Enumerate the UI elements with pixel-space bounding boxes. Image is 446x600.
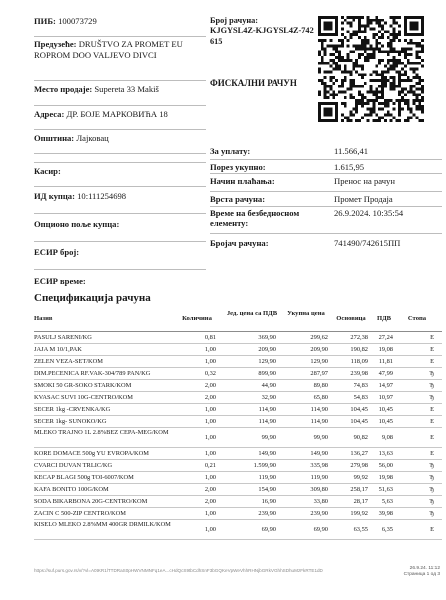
tax-total-label: Порез укупно: bbox=[210, 162, 266, 172]
item-quantity: 2,00 bbox=[204, 485, 216, 493]
table-row bbox=[34, 356, 442, 368]
item-unit-price: 44,90 bbox=[261, 381, 276, 389]
item-total-price: 114,90 bbox=[310, 417, 328, 425]
item-vat: 51,63 bbox=[378, 485, 393, 493]
item-base: 239,98 bbox=[350, 369, 368, 377]
secure-element-time-value: 26.9.2024. 10:35:54 bbox=[334, 208, 404, 218]
item-unit-price: 239,90 bbox=[258, 509, 276, 517]
footer-date: 26.9.24. 11:12 bbox=[409, 566, 440, 571]
item-rate: Е bbox=[430, 357, 434, 365]
receipt-kind-label: Врста рачуна: bbox=[210, 194, 266, 204]
item-base: 99,92 bbox=[353, 473, 368, 481]
table-row bbox=[34, 472, 442, 484]
receipt-counter-label: Бројач рачуна: bbox=[210, 238, 269, 248]
receipt-number bbox=[210, 16, 314, 47]
items-table bbox=[34, 306, 442, 540]
item-name: PASULJ SARENI/KG bbox=[34, 333, 92, 341]
item-quantity: 0,21 bbox=[204, 461, 216, 469]
item-base: 104,45 bbox=[350, 405, 368, 413]
item-name: DIM.PECENICA RF.VAK-304/789 PAN/KG bbox=[34, 369, 151, 377]
table-row bbox=[34, 428, 442, 448]
company-label: Предузеће: bbox=[34, 39, 77, 49]
item-rate: Ђ bbox=[429, 509, 434, 517]
item-total-price: 119,90 bbox=[310, 473, 328, 481]
tax-total-row bbox=[210, 160, 442, 174]
item-base: 63,55 bbox=[353, 526, 368, 533]
payment-method-label: Начин плаћања: bbox=[210, 176, 275, 186]
item-quantity: 1,00 bbox=[204, 417, 216, 425]
item-rate: Е bbox=[430, 417, 434, 425]
item-total-price: 287,97 bbox=[310, 369, 328, 377]
item-name: CVARCI DUVAN TRLIC/KG bbox=[34, 461, 113, 469]
item-unit-price: 369,90 bbox=[258, 333, 276, 341]
table-row bbox=[34, 520, 442, 540]
item-quantity: 1,00 bbox=[204, 509, 216, 517]
item-base: 199,92 bbox=[350, 509, 368, 517]
item-base: 28,17 bbox=[353, 497, 368, 505]
col-header-total-price: Укупна цена bbox=[287, 310, 325, 317]
item-unit-price: 69,90 bbox=[261, 526, 276, 533]
item-rate: Е bbox=[430, 434, 434, 441]
item-rate: Е bbox=[430, 526, 434, 533]
item-name: KECAP BLAGI 500g TOI-6007/KOM bbox=[34, 473, 134, 481]
item-rate: Е bbox=[430, 405, 434, 413]
item-vat: 13,63 bbox=[378, 449, 393, 457]
address-value: ДР. БОЈЕ МАРКОВИЋА 18 bbox=[66, 109, 168, 119]
secure-element-time-label: Време на безбедносном елементу: bbox=[210, 208, 300, 228]
item-rate: Е bbox=[430, 449, 434, 457]
table-body bbox=[34, 332, 442, 540]
item-unit-price: 149,90 bbox=[258, 449, 276, 457]
item-total-price: 309,80 bbox=[310, 485, 328, 493]
buyer-optional-row bbox=[34, 214, 206, 242]
footer-meta bbox=[370, 566, 440, 578]
table-row bbox=[34, 416, 442, 428]
item-vat: 27,24 bbox=[378, 333, 393, 341]
item-rate: Ђ bbox=[429, 485, 434, 493]
table-header bbox=[34, 306, 442, 332]
receipt-kind-row bbox=[210, 192, 442, 207]
municipality-label: Општина: bbox=[34, 133, 75, 143]
item-vat: 10,45 bbox=[378, 417, 393, 425]
item-total-price: 99,90 bbox=[313, 434, 328, 441]
table-row bbox=[34, 508, 442, 520]
item-quantity: 2,00 bbox=[204, 497, 216, 505]
item-total-price: 335,98 bbox=[310, 461, 328, 469]
item-total-price: 114,90 bbox=[310, 405, 328, 413]
item-rate: Е bbox=[430, 345, 434, 353]
table-row bbox=[34, 344, 442, 356]
item-base: 74,83 bbox=[353, 381, 368, 389]
item-rate: Ђ bbox=[429, 393, 434, 401]
sale-location-label: Место продаје: bbox=[34, 84, 93, 94]
receipt-counter-row bbox=[210, 234, 442, 252]
receipt-number-value: KJGYSL4Z-KJGYSL4Z-742615 bbox=[210, 26, 314, 46]
payment-method-value: Пренос на рачун bbox=[334, 176, 395, 186]
receipt-kind-value: Промет Продаја bbox=[334, 194, 393, 204]
payment-method-row bbox=[210, 174, 442, 192]
footer-url: https://suf.purs.gov.rs/v/?vl=A0tKR1lTTDRaS0pHWVNMNFq1eA...cHdQcS9tbCdhSnF3bGQKeVpWeVhhRHNjbGRkVGhhSDhuMzFkRTE1dD bbox=[34, 568, 323, 573]
table-row bbox=[34, 404, 442, 416]
total-due-label: За уплату: bbox=[210, 146, 251, 156]
secure-element-time-row bbox=[210, 207, 442, 234]
specification-title: Спецификација рачуна bbox=[34, 292, 151, 304]
item-unit-price: 114,90 bbox=[258, 417, 276, 425]
item-base: 136,27 bbox=[350, 449, 368, 457]
merchant-info bbox=[34, 16, 206, 298]
table-row bbox=[34, 368, 442, 380]
item-base: 258,17 bbox=[350, 485, 368, 493]
item-base: 118,09 bbox=[350, 357, 368, 365]
item-base: 90,82 bbox=[353, 434, 368, 441]
address-label: Адреса: bbox=[34, 109, 65, 119]
table-row bbox=[34, 460, 442, 472]
item-vat: 19,98 bbox=[378, 473, 393, 481]
item-rate: Ђ bbox=[429, 473, 434, 481]
table-row bbox=[34, 332, 442, 344]
item-quantity: 1,00 bbox=[204, 434, 216, 441]
receipt-counter-value: 741490/742615ПП bbox=[334, 238, 401, 248]
item-quantity: 1,00 bbox=[204, 526, 216, 533]
item-base: 104,45 bbox=[350, 417, 368, 425]
item-name: KISELO MLEKO 2.8%MM 400GR DRMILK/KOM bbox=[34, 521, 171, 528]
item-name: ZACIN C 500-ZIP CENTRO/KOM bbox=[34, 509, 126, 517]
table-row bbox=[34, 484, 442, 496]
item-total-price: 129,90 bbox=[310, 357, 328, 365]
item-unit-price: 209,90 bbox=[258, 345, 276, 353]
item-unit-price: 114,90 bbox=[258, 405, 276, 413]
item-name: SODA BIKARBONA 20G-CENTRO/KOM bbox=[34, 497, 148, 505]
buyer-id-label: ИД купца: bbox=[34, 191, 75, 201]
pib-value: 100073729 bbox=[58, 16, 97, 26]
receipt-number-label: Број рачуна: bbox=[210, 16, 259, 25]
item-quantity: 1,00 bbox=[204, 345, 216, 353]
item-total-price: 149,90 bbox=[310, 449, 328, 457]
item-vat: 10,45 bbox=[378, 405, 393, 413]
item-vat: 6,35 bbox=[381, 526, 393, 533]
item-rate: Е bbox=[430, 333, 434, 341]
table-row bbox=[34, 496, 442, 508]
item-rate: Ђ bbox=[429, 461, 434, 469]
pib-label: ПИБ: bbox=[34, 16, 56, 26]
total-due-row bbox=[210, 144, 442, 160]
col-header-unit-price: Јед. цена са ПДВ bbox=[226, 310, 278, 317]
item-quantity: 2,00 bbox=[204, 381, 216, 389]
item-vat: 5,63 bbox=[381, 497, 393, 505]
receipt-type: ФИСКАЛНИ РАЧУН bbox=[210, 78, 297, 88]
spacer-row bbox=[34, 154, 206, 163]
esir-time-label: ЕСИР време: bbox=[34, 276, 86, 286]
item-vat: 11,81 bbox=[378, 357, 393, 365]
item-total-price: 89,80 bbox=[313, 381, 328, 389]
item-base: 54,83 bbox=[353, 393, 368, 401]
address-row bbox=[34, 106, 206, 130]
cashier-label: Касир: bbox=[34, 166, 61, 176]
cashier-row bbox=[34, 163, 206, 187]
item-total-price: 33,80 bbox=[313, 497, 328, 505]
item-quantity: 2,00 bbox=[204, 393, 216, 401]
item-quantity: 1,00 bbox=[204, 449, 216, 457]
buyer-id-row bbox=[34, 187, 206, 214]
col-header-vat: ПДВ bbox=[376, 315, 392, 322]
item-unit-price: 99,90 bbox=[261, 434, 276, 441]
item-base: 272,38 bbox=[350, 333, 368, 341]
item-name: SECER 1kg -CRVENKA/KG bbox=[34, 405, 111, 413]
company-value: DRUŠTVO ZA PROMET EU ROPROM DOO VALJEVO DIVCI bbox=[34, 39, 183, 60]
item-name: SMOKI 50 GR-SOKO STARK/KOM bbox=[34, 381, 132, 389]
item-unit-price: 899,90 bbox=[258, 369, 276, 377]
item-quantity: 1,00 bbox=[204, 473, 216, 481]
item-total-price: 69,90 bbox=[313, 526, 328, 533]
col-header-base: Основица bbox=[336, 315, 366, 322]
item-vat: 47,99 bbox=[378, 369, 393, 377]
totals-block bbox=[210, 144, 442, 252]
municipality-value: Лајковац bbox=[76, 133, 109, 143]
tax-total-value: 1.615,95 bbox=[334, 162, 365, 172]
item-vat: 19,08 bbox=[378, 345, 393, 353]
item-quantity: 0,81 bbox=[204, 333, 216, 341]
sale-location-row bbox=[34, 81, 206, 106]
total-due-value: 11.566,41 bbox=[334, 146, 369, 156]
pib-row bbox=[34, 16, 206, 37]
item-name: KORE DOMACE 500g YU EVROPA/KOM bbox=[34, 449, 149, 457]
buyer-optional-label: Опционо поље купца: bbox=[34, 219, 120, 229]
item-name: KAFA BONITO 100G/KOM bbox=[34, 485, 109, 493]
item-vat: 10,97 bbox=[378, 393, 393, 401]
item-base: 279,98 bbox=[350, 461, 368, 469]
item-quantity: 1,00 bbox=[204, 357, 216, 365]
item-total-price: 239,90 bbox=[310, 509, 328, 517]
item-name: MLEKO TRAJNO 1L 2.8%BEZ CEPA-MEG/KOM bbox=[34, 429, 169, 436]
item-base: 190,82 bbox=[350, 345, 368, 353]
item-quantity: 0,32 bbox=[204, 369, 216, 377]
municipality-row bbox=[34, 130, 206, 154]
item-total-price: 299,62 bbox=[310, 333, 328, 341]
item-total-price: 209,90 bbox=[310, 345, 328, 353]
item-name: ZELEN VEZA-SET/KOM bbox=[34, 357, 103, 365]
footer-page: Страница 1 од 3 bbox=[403, 572, 440, 577]
item-name: SECER 1kg- SUNOKO/KG bbox=[34, 417, 107, 425]
esir-number-label: ЕСИР број: bbox=[34, 247, 80, 257]
table-row bbox=[34, 448, 442, 460]
esir-number-row bbox=[34, 242, 206, 270]
table-row bbox=[34, 380, 442, 392]
company-row bbox=[34, 37, 206, 81]
item-vat: 56,00 bbox=[378, 461, 393, 469]
item-unit-price: 129,90 bbox=[258, 357, 276, 365]
sale-location-value: Supereta 33 Makiš bbox=[94, 84, 159, 94]
item-unit-price: 1.599,90 bbox=[253, 461, 276, 469]
buyer-id-value: 10:111254698 bbox=[77, 191, 127, 201]
item-rate: Ђ bbox=[429, 369, 434, 377]
item-vat: 9,08 bbox=[381, 434, 393, 441]
item-unit-price: 16,90 bbox=[261, 497, 276, 505]
item-name: KVASAC SUVI 10G-CENTRO/KOM bbox=[34, 393, 133, 401]
table-row bbox=[34, 392, 442, 404]
col-header-rate: Стопа bbox=[407, 315, 427, 322]
item-unit-price: 154,90 bbox=[258, 485, 276, 493]
item-name: JAJA M 10/1,PAK bbox=[34, 345, 82, 353]
qr-code-icon[interactable] bbox=[318, 16, 424, 122]
item-unit-price: 119,90 bbox=[258, 473, 276, 481]
col-header-quantity: Количина bbox=[182, 315, 212, 322]
item-rate: Ђ bbox=[429, 381, 434, 389]
item-total-price: 65,80 bbox=[313, 393, 328, 401]
item-vat: 39,98 bbox=[378, 509, 393, 517]
item-vat: 14,97 bbox=[378, 381, 393, 389]
col-header-name: Назив bbox=[34, 315, 53, 322]
item-rate: Ђ bbox=[429, 497, 434, 505]
item-unit-price: 32,90 bbox=[261, 393, 276, 401]
item-quantity: 1,00 bbox=[204, 405, 216, 413]
